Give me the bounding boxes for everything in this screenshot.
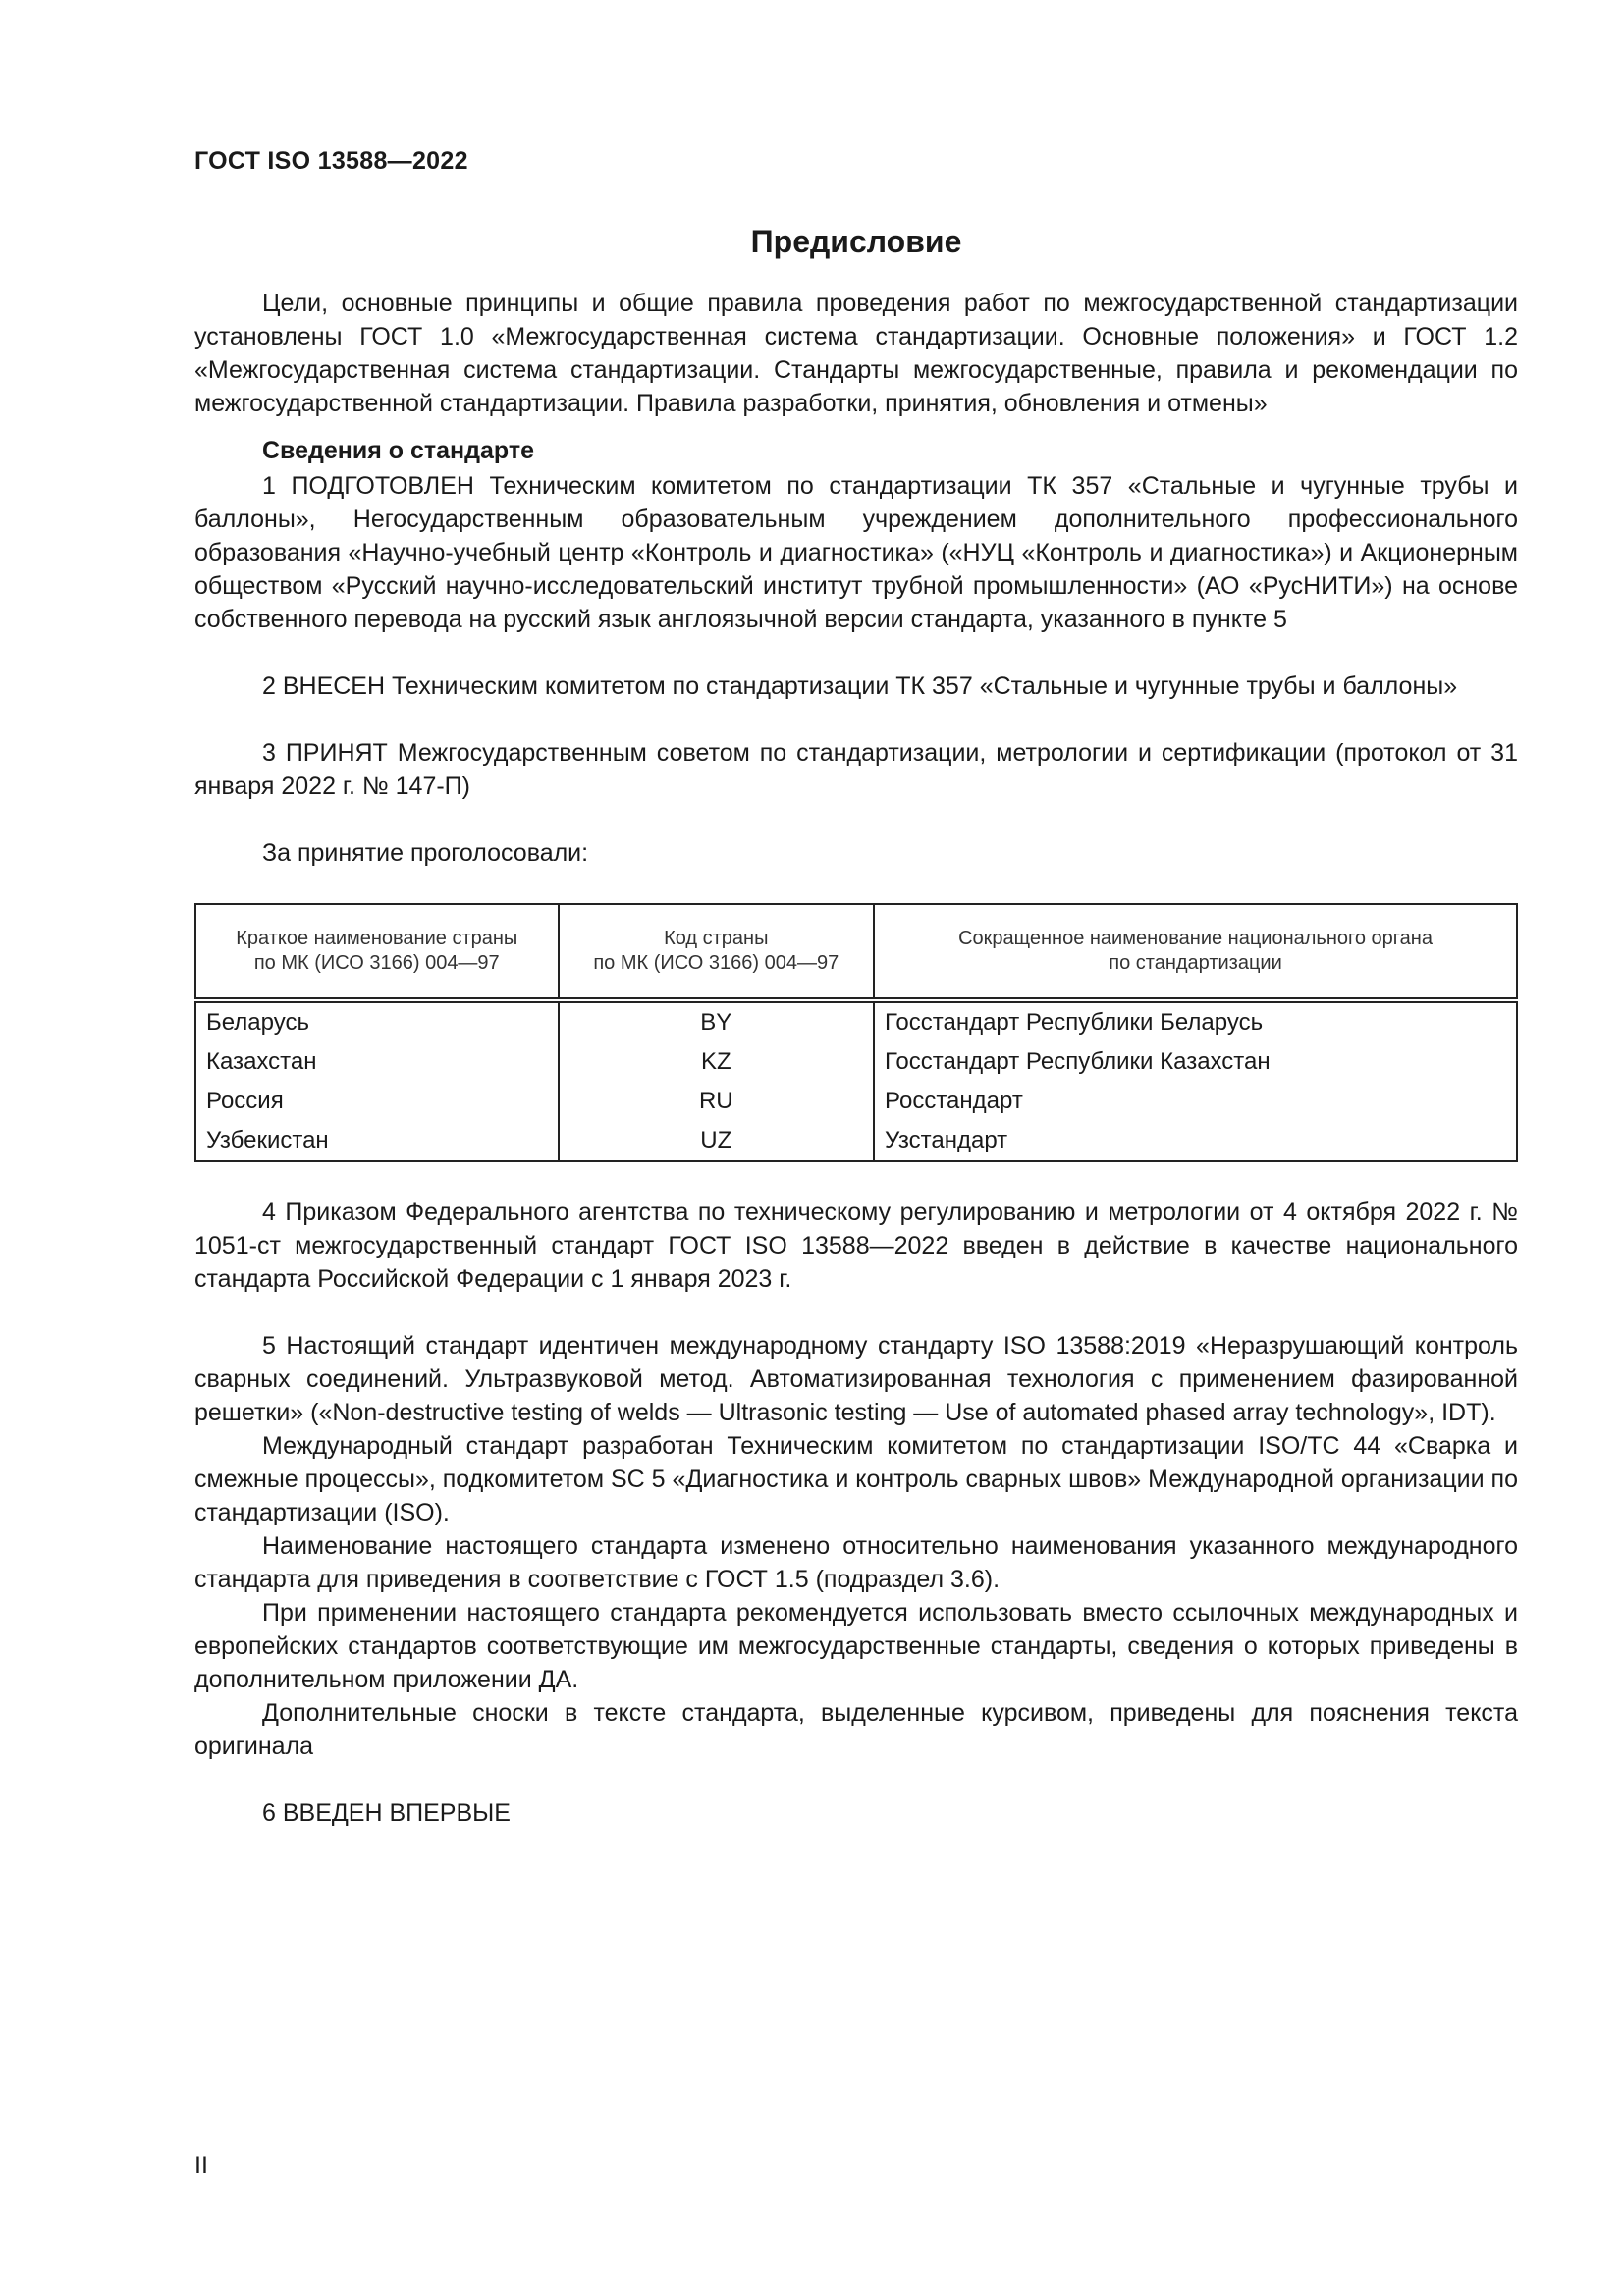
page-title: Предисловие — [750, 224, 962, 259]
item-3-paragraph: 3 ПРИНЯТ Межгосударственным советом по стандартизации, метрологии и сертификации (протокол от 31 января 2022 г. № 147-П) — [194, 739, 1518, 800]
page-number: II — [194, 2152, 208, 2179]
item-6-paragraph: 6 ВВЕДЕН ВПЕРВЫЕ — [262, 1799, 511, 1827]
cell-national-body: Росстандарт — [874, 1082, 1517, 1121]
cell-country: Казахстан — [195, 1042, 559, 1082]
cell-code: KZ — [559, 1042, 874, 1082]
item-1-paragraph: 1 ПОДГОТОВЛЕН Техническим комитетом по стандартизации ТК 357 «Стальные и чугунные трубы и баллоны», Негосударственным образовательным учреждением дополнительного профессионального образования «Научно-учебный центр «Контроль и диагностика» («НУЦ «Контроль и диагностика») и Акционерным обществом «Русский научно-исследовательский институт трубной промышленности» (АО «РусНИТИ») на основе собственного перевода на русский язык англоязычной версии стандарта, указанного в пункте 5 — [194, 472, 1518, 633]
header-code: Код страны по МК (ИСО 3166) 004—97 — [559, 904, 874, 1000]
cell-country: Беларусь — [195, 1000, 559, 1042]
table-row — [195, 1121, 1517, 1161]
header-country: Краткое наименование страны по МК (ИСО 3166) 004—97 — [195, 904, 559, 1000]
cell-code: RU — [559, 1082, 874, 1121]
cell-code: BY — [559, 1000, 874, 1042]
item-4-paragraph: 4 Приказом Федерального агентства по техническому регулированию и метрологии от 4 октября 2022 г. № 1051-ст межгосударственный стандарт ГОСТ ISO 13588—2022 введен в действие в качестве национального стандарта Российской Федерации с 1 января 2023 г. — [194, 1199, 1518, 1293]
item-2-paragraph: 2 ВНЕСЕН Техническим комитетом по стандартизации ТК 357 «Стальные и чугунные трубы и баллоны» — [262, 672, 1458, 700]
voted-label: За принятие проголосовали: — [262, 839, 589, 867]
table-row — [195, 1082, 1517, 1121]
item-5-paragraph-4: При применении настоящего стандарта рекомендуется использовать вместо ссылочных международных и европейских стандартов соответствующие им межгосударственные стандарты, сведения о которых приведены в дополнительном приложении ДА. — [194, 1599, 1518, 1693]
item-5-paragraph: 5 Настоящий стандарт идентичен международному стандарту ISO 13588:2019 «Неразрушающий контроль сварных соединений. Ультразвуковой метод. Автоматизированная технология с применением фазированной решетки» («Non-destructive testing of welds — Ultrasonic testing — Use of automated phased array technology», IDT). — [194, 1332, 1518, 1426]
vote-table — [194, 903, 1518, 1162]
cell-national-body: Госстандарт Республики Казахстан — [874, 1042, 1517, 1082]
document-page — [194, 0, 1518, 2296]
table-row — [195, 1042, 1517, 1082]
item-5-paragraph-3: Наименование настоящего стандарта изменено относительно наименования указанного международного стандарта для приведения в соответствие с ГОСТ 1.5 (подраздел 3.6). — [194, 1532, 1518, 1593]
cell-national-body: Госстандарт Республики Беларусь — [874, 1000, 1517, 1042]
document-code-header: ГОСТ ISO 13588—2022 — [194, 147, 468, 175]
item-5-paragraph-5: Дополнительные сноски в тексте стандарта, выделенные курсивом, приведены для пояснения текста оригинала — [194, 1699, 1518, 1760]
cell-country: Россия — [195, 1082, 559, 1121]
table-row — [195, 1000, 1517, 1042]
section-subheading: Сведения о стандарте — [262, 437, 535, 464]
intro-paragraph: Цели, основные принципы и общие правила проведения работ по межгосударственной стандартизации установлены ГОСТ 1.0 «Межгосударственная система стандартизации. Основные положения» и ГОСТ 1.2 «Межгосударственная система стандартизации. Стандарты межгосударственные, правила и рекомендации по межгосударственной стандартизации. Правила разработки, принятия, обновления и отмены» — [194, 290, 1518, 417]
header-national-body: Сокращенное наименование национального органа по стандартизации — [874, 904, 1517, 1000]
cell-country: Узбекистан — [195, 1121, 559, 1161]
item-5-paragraph-2: Международный стандарт разработан Техническим комитетом по стандартизации ISO/TC 44 «Сварка и смежные процессы», подкомитетом SC 5 «Диагностика и контроль сварных швов» Международной организации по стандартизации (ISO). — [194, 1432, 1518, 1526]
vote-table-header-row — [195, 904, 1517, 1000]
foreword-body — [194, 287, 1518, 1830]
cell-code: UZ — [559, 1121, 874, 1161]
cell-national-body: Узстандарт — [874, 1121, 1517, 1161]
